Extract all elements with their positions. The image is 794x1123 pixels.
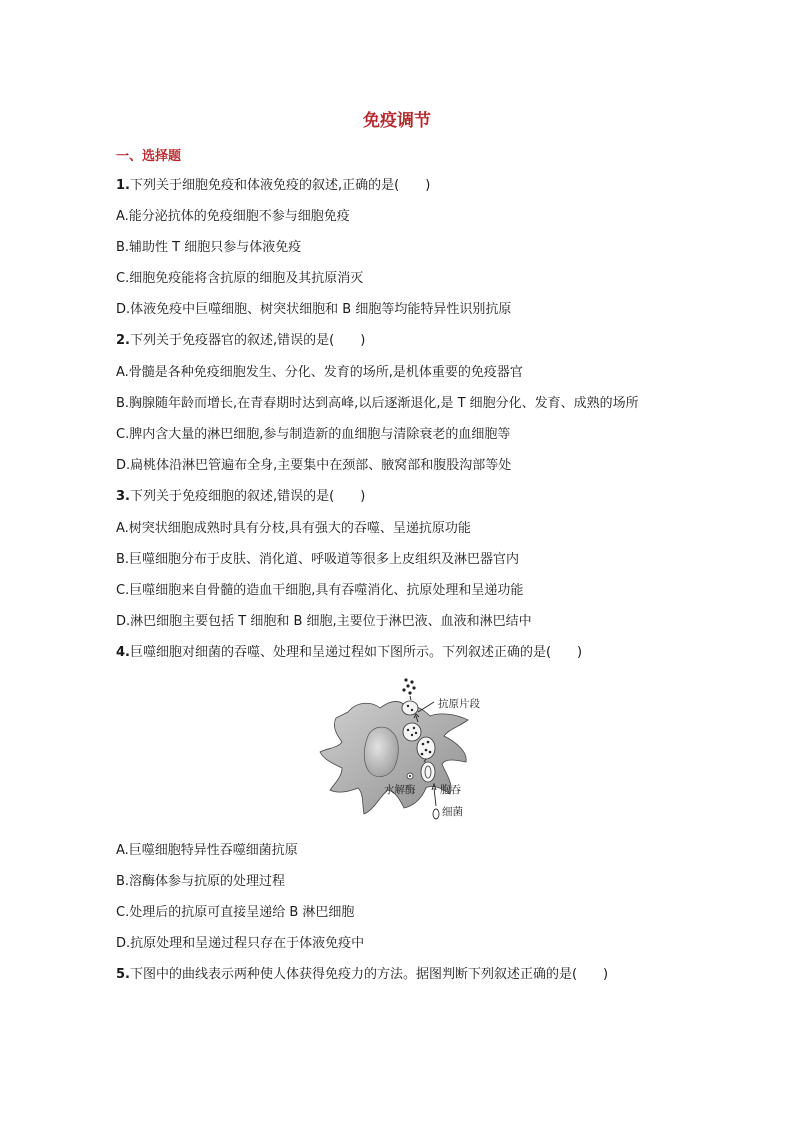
question-3-option-d: D.淋巴细胞主要包括 T 细胞和 B 细胞,主要位于淋巴液、血液和淋巴结中	[116, 614, 532, 629]
label-hydrolase: 水解酶	[384, 784, 416, 796]
question-1-option-d: D.体液免疫中巨噬细胞、树突状细胞和 B 细胞等均能特异性识别抗原	[116, 302, 512, 317]
label-bacteria: 细菌	[442, 806, 463, 818]
question-4-stem	[116, 645, 582, 661]
question-4-option-c: C.处理后的抗原可直接呈递给 B 淋巴细胞	[116, 905, 355, 920]
macrophage-diagram	[318, 672, 488, 824]
question-5-stem	[116, 967, 608, 983]
lysosome-vesicle	[417, 737, 435, 759]
question-4-option-b: B.溶酶体参与抗原的处理过程	[116, 874, 286, 889]
question-number: 3.	[116, 489, 130, 504]
question-text: 下列关于细胞免疫和体液免疫的叙述,正确的是( )	[129, 178, 431, 193]
question-text: 巨噬细胞对细菌的吞噬、处理和呈递过程如下图所示。下列叙述正确的是( )	[129, 645, 583, 660]
question-1-stem	[116, 178, 430, 194]
bacterium	[433, 809, 439, 819]
question-number: 1.	[116, 178, 130, 193]
label-engulf: 胞吞	[440, 784, 461, 796]
question-number: 4.	[116, 645, 130, 660]
question-2-option-d: D.扁桃体沿淋巴管遍布全身,主要集中在颈部、腋窝部和腹股沟部等处	[116, 458, 512, 473]
question-number: 5.	[116, 967, 130, 982]
question-text: 下列关于免疫器官的叙述,错误的是( )	[129, 333, 366, 348]
question-3-stem	[116, 489, 365, 505]
question-1-option-a: A.能分泌抗体的免疫细胞不参与细胞免疫	[116, 209, 350, 224]
question-2-option-b: B.胸腺随年龄而增长,在青春期时达到高峰,以后逐渐退化,是 T 细胞分化、发育、成熟的场所	[116, 396, 639, 411]
nucleus	[364, 727, 398, 777]
question-text: 下图中的曲线表示两种使人体获得免疫力的方法。据图判断下列叙述正确的是( )	[129, 967, 609, 982]
question-1-option-c: C.细胞免疫能将含抗原的细胞及其抗原消灭	[116, 271, 364, 286]
question-4-option-d: D.抗原处理和呈递过程只存在于体液免疫中	[116, 936, 365, 951]
question-3-option-c: C.巨噬细胞来自骨髓的造血干细胞,具有吞噬消化、抗原处理和呈递功能	[116, 583, 524, 598]
antigen-fragment-dots	[402, 678, 415, 694]
macrophage-illustration	[318, 672, 488, 824]
vesicle-top	[402, 701, 418, 715]
question-3-option-a: A.树突状细胞成熟时具有分枝,具有强大的吞噬、呈递抗原功能	[116, 521, 471, 536]
phagosome	[421, 762, 435, 782]
question-4-option-a: A.巨噬细胞特异性吞噬细菌抗原	[116, 843, 298, 858]
vesicle-middle	[403, 723, 421, 741]
question-2-option-c: C.脾内含大量的淋巴细胞,参与制造新的血细胞与清除衰老的血细胞等	[116, 427, 511, 442]
question-2-stem	[116, 333, 365, 349]
question-3-option-b: B.巨噬细胞分布于皮肤、消化道、呼吸道等很多上皮组织及淋巴器官内	[116, 552, 520, 567]
label-antigen-fragment: 抗原片段	[438, 698, 480, 710]
page-title: 免疫调节	[363, 111, 431, 131]
question-1-option-b: B.辅助性 T 细胞只参与体液免疫	[116, 240, 302, 255]
question-2-option-a: A.骨髓是各种免疫细胞发生、分化、发育的场所,是机体重要的免疫器官	[116, 365, 523, 380]
question-text: 下列关于免疫细胞的叙述,错误的是( )	[129, 489, 366, 504]
question-number: 2.	[116, 333, 130, 348]
section-heading: 一、选择题	[116, 149, 182, 164]
